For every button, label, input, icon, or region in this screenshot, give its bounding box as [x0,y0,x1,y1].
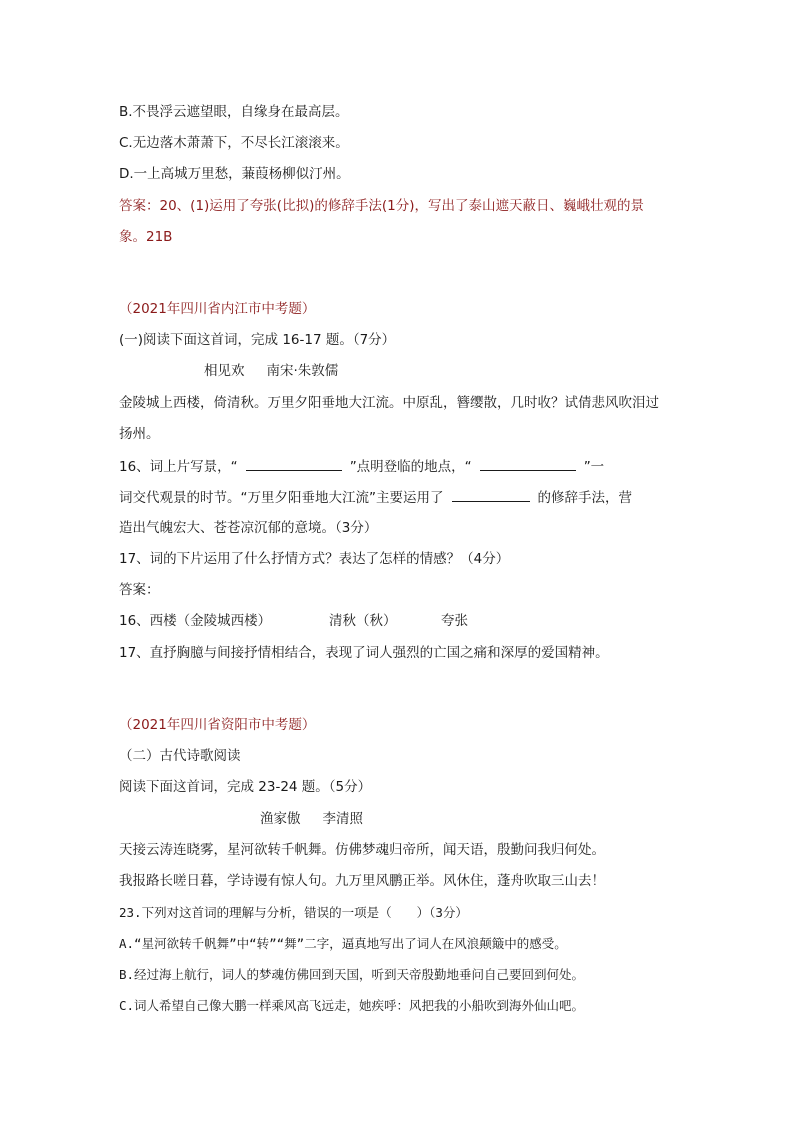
section1-intro: (一)阅读下面这首词，完成 16-17 题。（7分） [119,332,396,348]
option-a: A.“星河欲转千帆舞”中“转”“舞”二字，逼真地写出了词人在风浪颠簸中的感受。 [119,936,567,951]
question-17: 17、词的下片运用了什么抒情方式？表达了怎样的情感？（4分） [119,551,510,567]
answer-line-1: 答案：20、(1)运用了夸张(比拟)的修辞手法(1分)，写出了泰山遮天蔽日、巍峨壮观的景 [119,198,644,214]
question-16-line-1: 16、词上片写景，“ ”点明登临的地点，“ ”一 [119,456,679,477]
section1-source: （2021年四川省内江市中考题） [119,301,316,317]
option-c: C.无边落木萧萧下，不尽长江滚滚来。 [119,135,349,151]
poem2-line-2: 我报路长嗟日暮，学诗谩有惊人句。九万里风鹏正举。风休住，蓬舟吹取三山去！ [119,873,605,889]
answer-17: 17、直抒胸臆与间接抒情相结合，表现了词人强烈的亡国之痛和深厚的爱国精神。 [119,645,609,661]
option-b-2: B.经过海上航行，词人的梦魂仿佛回到天国，听到天帝殷勤地垂问自己要回到何处。 [119,967,585,982]
question-16-line-2: 词交代观景的时节。“万里夕阳垂地大江流”主要运用了 的修辞手法，营 [119,487,679,508]
section2-intro: 阅读下面这首词，完成 23-24 题。（5分） [119,779,372,795]
question-23: 23.下列对这首词的理解与分析，错误的一项是（ ）（3分） [119,905,468,920]
answer-16: 16、西楼（金陵城西楼） 清秋（秋） 夸张 [119,613,468,629]
poem1-title-line [204,361,679,381]
section2-heading: （二）古代诗歌阅读 [119,748,241,764]
option-b: B.不畏浮云遮望眼，自缘身在最高层。 [119,104,349,120]
poem1-line-2: 扬州。 [119,426,160,442]
answer-blank-1[interactable] [246,456,342,471]
option-c-2: C.词人希望自己像大鹏一样乘风高飞远走，她疾呼：风把我的小船吹到海外仙山吧。 [119,998,585,1013]
question-16-line-3: 造出气魄宏大、苍苍凉沉郁的意境。（3分） [119,520,378,536]
option-d: D.一上高城万里愁，蒹葭杨柳似汀州。 [119,166,350,182]
poem2-title-line [260,809,679,829]
poem2-line-1: 天接云涛连晓雾，星河欲转千帆舞。仿佛梦魂归帝所，闻天语，殷勤问我归何处。 [119,842,605,858]
answer-blank-3[interactable] [452,487,530,502]
poem1-author: 南宋·朱敦儒 [266,363,339,379]
poem1-title: 相见欢 [204,363,245,379]
answer-blank-2[interactable] [480,456,576,471]
answer-line-2: 象。21B [119,229,173,245]
answer-label: 答案： [119,582,160,598]
poem1-line-1: 金陵城上西楼，倚清秋。万里夕阳垂地大江流。中原乱，簪缨散，几时收？试倩悲风吹泪过 [119,395,659,411]
poem2-title: 渔家傲 [260,811,301,827]
section2-source: （2021年四川省资阳市中考题） [119,717,316,733]
poem2-author: 李清照 [322,811,363,827]
